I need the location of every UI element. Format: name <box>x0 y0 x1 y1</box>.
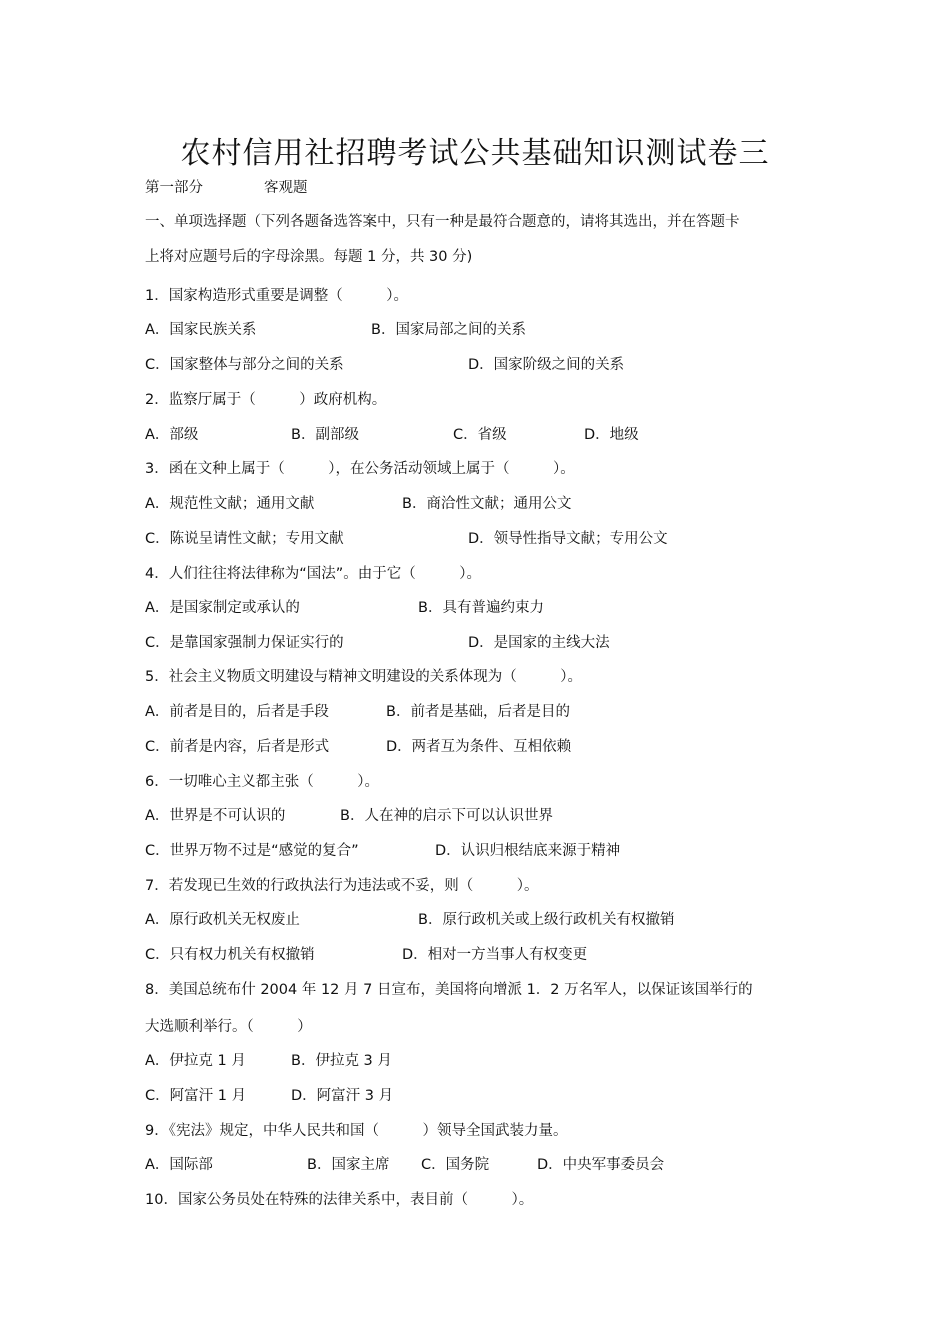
option-b: B．人在神的启示下可以认识世界 <box>340 808 553 824</box>
option-d: D．认识归根结底来源于精神 <box>435 843 621 859</box>
option-d: D．中央军事委员会 <box>537 1157 665 1173</box>
option-a: A．是国家制定或承认的 <box>145 600 300 616</box>
part-label: 第一部分 <box>145 180 203 196</box>
question-8-stem-line-1: 8．美国总统布什 2004 年 12 月 7 日宣布，美国将向增派 1．2 万名军人，以保证该国举行的 <box>145 982 753 998</box>
option-a: A．国际部 <box>145 1157 213 1173</box>
option-b: B．商洽性文献；通用公文 <box>402 496 572 512</box>
question-8-stem-line-2: 大选顺利举行。（ ） <box>145 1019 312 1035</box>
option-c: C．国家整体与部分之间的关系 <box>145 357 344 373</box>
question-3-stem: 3．函在文种上属于（ ），在公务活动领域上属于（ ）。 <box>145 461 575 477</box>
option-d: D．地级 <box>584 427 639 443</box>
question-4-stem: 4．人们往往将法律称为“国法”。由于它（ ）。 <box>145 566 481 582</box>
document-title: 农村信用社招聘考试公共基础知识测试卷三 <box>180 136 770 171</box>
question-10-stem: 10．国家公务员处在特殊的法律关系中，表目前（ ）。 <box>145 1192 534 1208</box>
option-a: A．规范性文献；通用文献 <box>145 496 315 512</box>
option-c: C．陈说呈请性文献；专用文献 <box>145 531 344 547</box>
question-9-stem: 9．《宪法》规定，中华人民共和国（ ）领导全国武装力量。 <box>145 1123 568 1139</box>
option-b: B．副部级 <box>291 427 359 443</box>
option-b: B．前者是基础，后者是目的 <box>386 704 570 720</box>
option-a: A．前者是目的，后者是手段 <box>145 704 329 720</box>
option-b: B．原行政机关或上级行政机关有权撤销 <box>418 912 675 928</box>
option-a: A．世界是不可认识的 <box>145 808 286 824</box>
instructions-line-1: 一、单项选择题（下列各题备选答案中，只有一种是最符合题意的，请将其选出，并在答题卡 <box>145 214 740 230</box>
option-a: A．原行政机关无权废止 <box>145 912 300 928</box>
option-c: C．只有权力机关有权撤销 <box>145 947 315 963</box>
question-5-stem: 5．社会主义物质文明建设与精神文明建设的关系体现为（ ）。 <box>145 669 582 685</box>
option-b: B．国家主席 <box>307 1157 390 1173</box>
option-b: B．国家局部之间的关系 <box>371 322 526 338</box>
instructions-line-2: 上将对应题号后的字母涂黑。每题 1 分，共 30 分) <box>145 249 473 265</box>
option-c: C．世界万物不过是“感觉的复合” <box>145 843 359 859</box>
option-d: D．相对一方当事人有权变更 <box>402 947 588 963</box>
option-c: C．省级 <box>453 427 507 443</box>
option-a: A．国家民族关系 <box>145 322 257 338</box>
option-c: C．阿富汗 1 月 <box>145 1088 247 1104</box>
option-a: A．部级 <box>145 427 199 443</box>
option-d: D．阿富汗 3 月 <box>291 1088 394 1104</box>
option-d: D．领导性指导文献；专用公文 <box>468 531 668 547</box>
question-7-stem: 7．若发现已生效的行政执法行为违法或不妥，则（ ）。 <box>145 878 539 894</box>
option-b: B．伊拉克 3 月 <box>291 1053 392 1069</box>
option-a: A．伊拉克 1 月 <box>145 1053 246 1069</box>
option-d: D．是国家的主线大法 <box>468 635 610 651</box>
part-type: 客观题 <box>264 180 308 196</box>
option-d: D．两者互为条件、互相依赖 <box>386 739 572 755</box>
option-c: C．国务院 <box>421 1157 490 1173</box>
option-c: C．是靠国家强制力保证实行的 <box>145 635 344 651</box>
option-d: D．国家阶级之间的关系 <box>468 357 625 373</box>
question-6-stem: 6．一切唯心主义都主张（ ）。 <box>145 774 379 790</box>
question-1-stem: 1．国家构造形式重要是调整（ ）。 <box>145 288 408 304</box>
question-2-stem: 2．监察厅属于（ ）政府机构。 <box>145 392 387 408</box>
option-c: C．前者是内容，后者是形式 <box>145 739 330 755</box>
option-b: B．具有普遍约束力 <box>418 600 544 616</box>
